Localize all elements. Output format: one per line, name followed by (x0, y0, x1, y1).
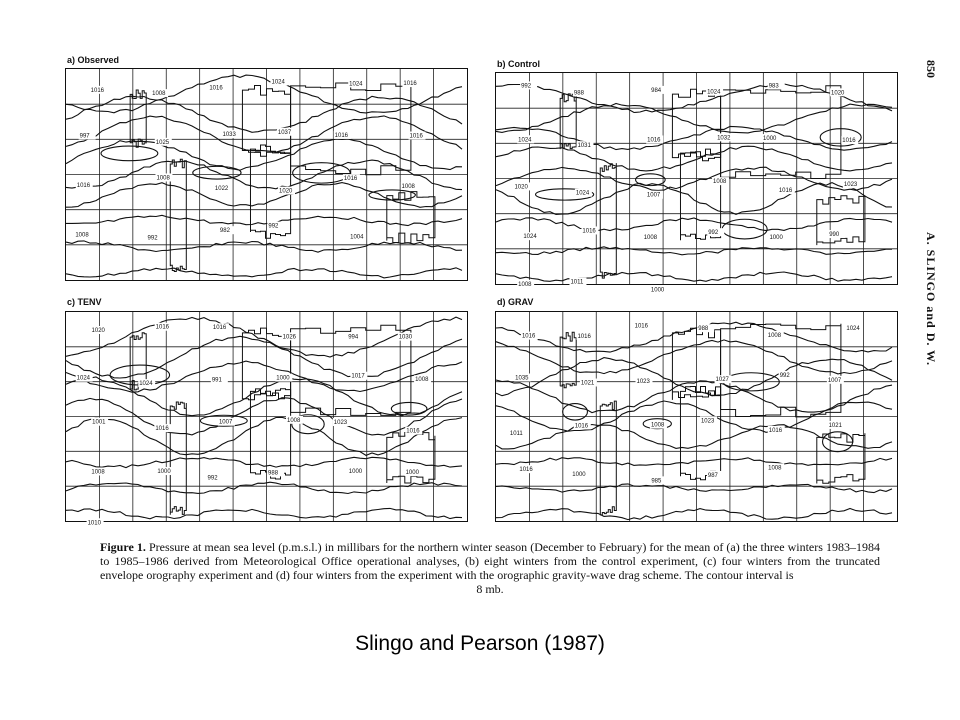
contour-label: 992 (147, 235, 158, 242)
contour-label: 1016 (90, 87, 105, 94)
contour-label: 988 (268, 470, 279, 477)
citation: Slingo and Pearson (1987) (355, 632, 605, 655)
isobar-contour (66, 116, 462, 152)
contour-label: 1024 (575, 190, 590, 197)
contour-label: 1024 (523, 234, 537, 241)
contour-label: 1016 (343, 176, 358, 183)
contour-label: 1010 (87, 520, 101, 527)
contour-label: 992 (268, 223, 279, 230)
contour-label: 1008 (286, 417, 301, 424)
contour-label: 985 (651, 478, 662, 485)
figure-label: Figure 1. (100, 540, 146, 554)
contour-label: 1008 (768, 465, 782, 472)
contour-label: 994 (348, 334, 359, 341)
contour-label: 1008 (767, 332, 782, 339)
contour-label: 1016 (521, 333, 536, 340)
contour-label: 1026 (282, 334, 297, 341)
coastline (817, 433, 865, 483)
coastline (680, 387, 720, 480)
panel-b-title: b) Control (497, 59, 540, 69)
contour-label: 988 (573, 90, 584, 97)
contour-label: 1023 (843, 182, 858, 189)
pressure-centre-contour (722, 219, 767, 239)
contour-label: 1000 (157, 469, 171, 476)
contour-label: 1016 (634, 323, 648, 330)
contour-label: 1008 (518, 281, 532, 288)
panel-c-title: c) TENV (67, 297, 102, 307)
coastline (600, 401, 616, 515)
isobar-contour (496, 322, 892, 352)
contour-label: 1035 (515, 375, 529, 382)
contour-label: 1024 (707, 89, 721, 96)
isobar-contour (496, 126, 892, 150)
contour-label: 984 (651, 87, 662, 94)
figure-caption-text: Pressure at mean sea level (p.m.s.l.) in millibars for the northern winter season (December to February) for the mean of (a) the three winters 1983–1984 to 1985–1986 derived from Meteorological Office operational analyses, (b) eight winters from the control experiment, (c) four winters from the truncated envelope orography experiment and (d) four winters from the experiment with the orographic gravity-wave drag scheme. The contour interval is (100, 540, 881, 582)
contour-label: 1024 (139, 381, 153, 388)
contour-label: 1000 (405, 470, 419, 477)
contour-label: 1016 (334, 132, 349, 139)
panel-b-map (495, 72, 898, 294)
panel-c-contour-map (66, 312, 467, 527)
contour-label: 1032 (717, 135, 731, 142)
contour-label: 1000 (763, 136, 777, 143)
contour-label: 1024 (518, 137, 532, 144)
contour-label: 1016 (406, 428, 420, 435)
panel-c-map (65, 311, 468, 527)
contour-label: 992 (779, 372, 790, 379)
contour-label: 1000 (348, 468, 363, 475)
contour-label: 1000 (572, 471, 586, 478)
contour-label: 997 (79, 133, 90, 140)
contour-label: 1027 (715, 377, 729, 384)
contour-label: 1020 (831, 90, 845, 97)
contour-label: 1016 (577, 334, 591, 341)
contour-label: 1016 (212, 325, 227, 332)
contour-label: 1016 (582, 228, 596, 235)
contour-label: 1008 (152, 91, 166, 98)
contour-label: 1008 (650, 422, 665, 429)
contour-label: 1022 (214, 185, 229, 192)
contour-label: 1024 (846, 325, 860, 332)
contour-label: 992 (708, 230, 719, 237)
contour-label: 1008 (643, 235, 658, 242)
isobar-contour (496, 458, 892, 466)
contour-label: 1024 (271, 79, 285, 86)
contour-label: 1020 (91, 327, 105, 334)
panel-a-contour-map (66, 69, 467, 280)
pressure-centre-contour (563, 404, 588, 421)
contour-label: 1016 (519, 467, 533, 474)
isobar-contour (496, 484, 892, 493)
contour-label: 1030 (398, 334, 413, 341)
contour-label: 1008 (713, 179, 727, 186)
coastline (170, 159, 186, 271)
contour-label: 1016 (647, 137, 661, 144)
contour-label: 983 (768, 83, 779, 90)
contour-label: 1008 (415, 377, 429, 384)
contour-label: 1023 (636, 378, 650, 385)
panel-a-title: a) Observed (67, 55, 120, 65)
contour-label: 1000 (650, 287, 665, 294)
figure-caption (100, 540, 880, 596)
isobar-contour (66, 241, 462, 252)
contour-label: 1021 (580, 380, 595, 387)
panel-a-map (65, 68, 468, 281)
isobar-contour (496, 272, 892, 281)
panel-d-map (495, 311, 898, 522)
coastline (291, 83, 411, 175)
panel-d-title: d) GRAV (497, 297, 534, 307)
contour-label: 992 (521, 83, 532, 90)
contour-label: 1023 (333, 420, 348, 427)
contour-label: 1016 (155, 324, 170, 331)
contour-label: 1016 (574, 423, 589, 430)
contour-label: 1031 (577, 143, 591, 150)
isobar-contour (66, 139, 462, 170)
contour-label: 1000 (276, 375, 290, 382)
contour-label: 987 (707, 472, 718, 479)
contour-label: 1000 (769, 234, 783, 241)
figure-caption-last-line: 8 mb. (476, 582, 504, 596)
page-number: 850 (924, 60, 938, 78)
isobar-contour (496, 509, 892, 520)
contour-label: 990 (829, 232, 840, 239)
isobar-contour (66, 268, 462, 278)
isobar-contour (496, 247, 892, 255)
contour-label: 1033 (222, 132, 236, 139)
contour-label: 1008 (75, 232, 89, 239)
contour-label: 1023 (700, 418, 715, 425)
contour-label: 1016 (209, 85, 223, 92)
contour-label: 1024 (349, 81, 363, 88)
contour-label: 1008 (156, 175, 170, 182)
contour-label: 1021 (828, 422, 842, 429)
panel-d-contour-map (496, 312, 897, 521)
isobar-contour (66, 215, 462, 225)
contour-label: 1007 (218, 419, 233, 426)
running-header-authors: A. SLINGO and D. W. (924, 232, 938, 367)
contour-label: 1020 (514, 184, 528, 191)
contour-label: 1037 (277, 129, 292, 136)
contour-label: 1016 (409, 133, 423, 140)
contour-label: 1011 (509, 430, 523, 437)
isobar-contour (66, 482, 462, 493)
contour-label: 1016 (768, 427, 783, 434)
isobar-contour (66, 96, 462, 132)
contour-label: 1004 (350, 234, 364, 241)
contour-label: 1008 (401, 183, 415, 190)
contour-label: 1024 (76, 375, 91, 382)
contour-label: 991 (211, 377, 222, 384)
isobar-contour (66, 457, 462, 467)
contour-label: 1011 (570, 279, 584, 286)
contour-label: 982 (219, 228, 230, 235)
contour-label: 1016 (403, 81, 417, 88)
contour-label: 1001 (92, 419, 106, 426)
contour-label: 1007 (646, 192, 661, 199)
coastline (387, 192, 435, 243)
contour-label: 1020 (279, 188, 293, 195)
isobar-contour (66, 336, 462, 378)
pressure-centre-contour (101, 146, 158, 161)
contour-label: 1016 (155, 426, 169, 433)
contour-label: 1016 (778, 188, 793, 195)
contour-label: 1008 (91, 469, 105, 476)
contour-label: 1007 (827, 377, 842, 384)
contour-label: 1016 (842, 138, 856, 145)
isobar-contour (496, 218, 892, 231)
isobar-contour (66, 508, 462, 518)
pressure-centre-contour (369, 190, 415, 200)
isobar-contour (496, 146, 892, 171)
contour-label: 992 (207, 475, 218, 482)
contour-label: 1016 (76, 183, 91, 190)
contour-label: 1025 (155, 139, 170, 146)
contour-label: 1017 (351, 373, 365, 380)
contour-label: 988 (698, 326, 709, 333)
panel-b-contour-map (496, 73, 897, 294)
